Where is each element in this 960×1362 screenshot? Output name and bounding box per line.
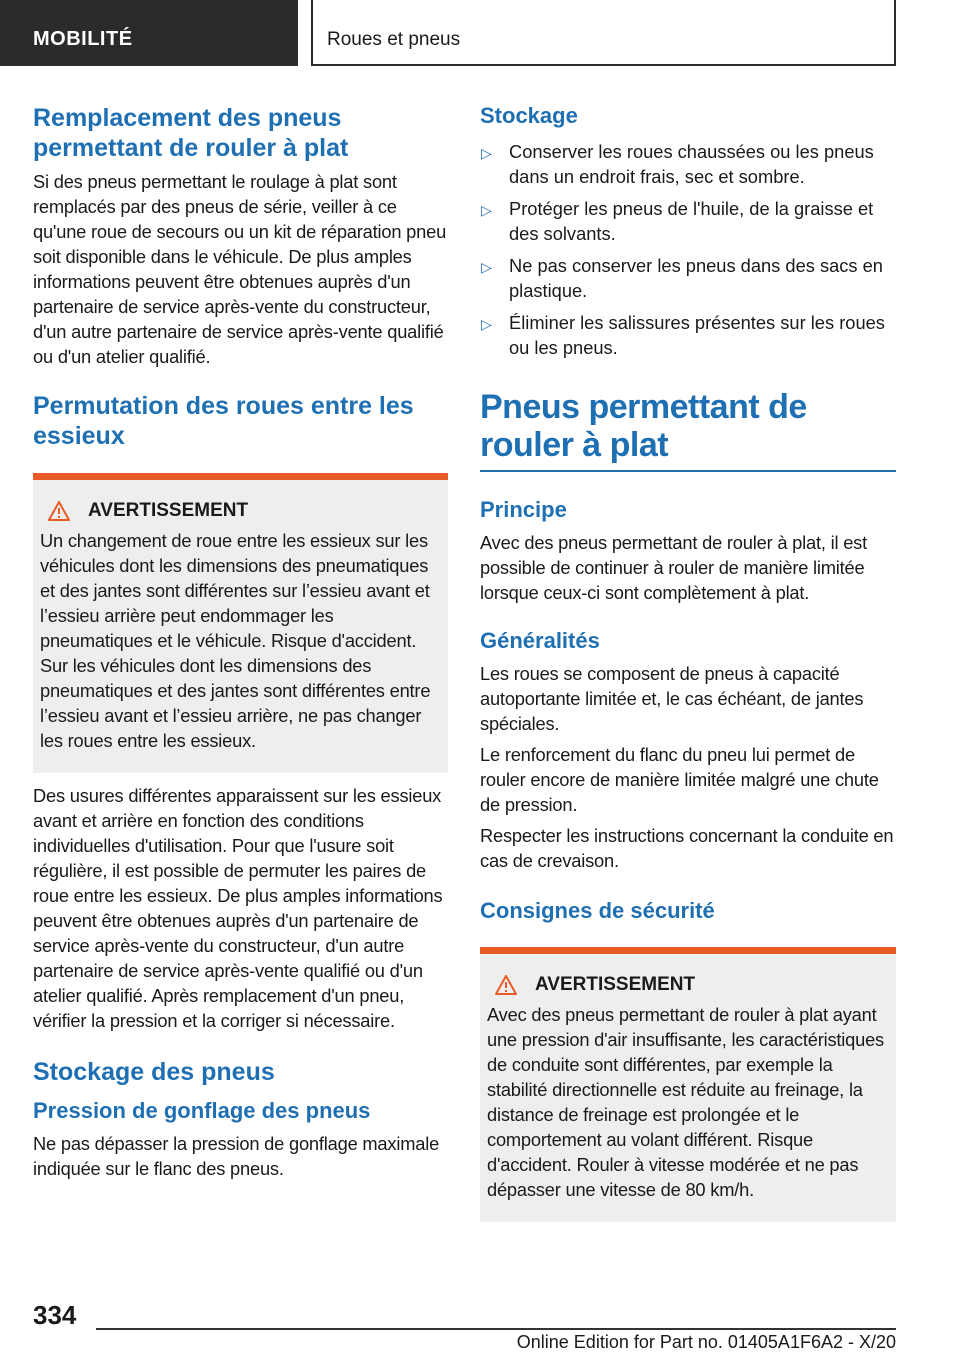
paragraph-generalites-2: Le renforcement du flanc du pneu lui permet de rouler encore de manière limitée malgré une chute de pression.	[480, 743, 879, 815]
header-chapter-tab	[311, 0, 896, 66]
heading-pression-gonflage: Pression de gonflage des pneus	[33, 1098, 371, 1123]
paragraph-pression: Ne pas dépasser la pression de gonflage maximale indiquée sur le flanc des pneus.	[33, 1133, 440, 1179]
bullet-triangle-icon: ▷	[481, 145, 492, 161]
warning-text: Un changement de roue entre les essieux sur les véhicules dont les dimensions des pneumatiques et des jantes sont différentes sur l’essieu avant et l’essieu arrière peut endommager les pneumatiques et le véhicule. Risque d'accident. Sur les véhicules dont les dimensions des pneumatiques et des jantes sont différentes entre l’essieu avant et l’essieu arrière, ne pas changer les roues entre les essieux.	[40, 530, 431, 751]
header-section-tab	[0, 0, 298, 66]
bullet-triangle-icon: ▷	[481, 259, 492, 275]
warning-title: AVERTISSEMENT	[535, 973, 696, 995]
footer-divider	[96, 1328, 896, 1330]
paragraph-principe: Avec des pneus permettant de rouler à plat, il est possible de continuer à rouler de manière limitée lorsque ceux-ci sont complètement à plat.	[480, 531, 868, 603]
list-item	[480, 139, 896, 189]
heading-stockage: Stockage	[480, 103, 578, 128]
warning-box-securite	[480, 947, 896, 1222]
warning-title: AVERTISSEMENT	[88, 500, 249, 521]
list-item-text: Éliminer les salissures présentes sur les roues ou les pneus.	[509, 312, 885, 358]
list-item-text: Conserver les roues chaussées ou les pneus dans un endroit frais, sec et sombre.	[509, 141, 874, 187]
heading-pneus-rouler-a-plat: Pneus permettant de rouler à plat	[480, 388, 807, 464]
paragraph-usure: Des usures différentes apparaissent sur les essieux avant et arrière en fonction des conditions individuelles d'utilisation. Pour que l'usure soit régulière, il est possible de permuter les paires de roue entre les essieux. De plus amples informations peuvent être obtenues auprès d'un partenaire de service après-vente du constructeur, d'un autre partenaire de service après-vente qualifié ou d'un atelier qualifié. Après remplacement d'un pneu, vérifier la pression et la corriger si nécessaire.	[33, 785, 443, 1031]
footer-edition: Online Edition for Part no. 01405A1F6A2 - X/20	[516, 1332, 896, 1352]
heading-remplacement: Remplacement des pneus permettant de rouler à plat	[33, 104, 349, 162]
list-item	[480, 253, 896, 303]
heading-permutation: Permutation des roues entre les essieux	[33, 392, 414, 450]
header-section-label: MOBILITÉ	[33, 28, 133, 50]
heading-stockage-pneus: Stockage des pneus	[33, 1058, 275, 1086]
list-item-text: Protéger les pneus de l'huile, de la graisse et des solvants.	[509, 198, 874, 244]
right-column	[480, 100, 896, 1222]
page-number: 334	[33, 1300, 77, 1330]
warning-triangle-icon	[495, 975, 517, 995]
bullet-triangle-icon: ▷	[481, 202, 492, 218]
paragraph-generalites-1: Les roues se composent de pneus à capacité autoportante limitée et, le cas échéant, de jantes spéciales.	[480, 662, 864, 734]
heading-underline	[480, 470, 896, 472]
paragraph-remplacement: Si des pneus permettant le roulage à plat sont remplacés par des pneus de série, veiller à ce qu'une roue de secours ou un kit de réparation pneu soit disponible dans le véhicule. De plus amples informations peuvent être obtenues auprès d'un partenaire de service après-vente du constructeur, d'un autre partenaire de service après-vente qualifié ou d'un atelier qualifié.	[33, 171, 447, 367]
warning-text: Avec des pneus permettant de rouler à plat ayant une pression d'air insuffisante, les caractéristiques de conduite sont différentes, par exemple la stabilité directionnelle est réduite au freinage, la distance de freinage est prolongée et le comportement au volant différent. Risque d'accident. Rouler à vitesse modérée et ne pas dépasser une vitesse de 80 km/h.	[487, 1003, 884, 1200]
warning-title-row	[487, 974, 889, 996]
warning-triangle-icon	[48, 501, 70, 521]
list-item	[480, 196, 896, 246]
left-column	[33, 100, 448, 1181]
heading-generalites: Généralités	[480, 627, 600, 653]
paragraph-generalites-3: Respecter les instructions concernant la conduite en cas de crevaison.	[480, 824, 894, 871]
list-item-text: Ne pas conserver les pneus dans des sacs en plastique.	[509, 255, 883, 301]
bullet-triangle-icon: ▷	[481, 316, 492, 332]
header-chapter-label: Roues et pneus	[327, 29, 461, 50]
warning-box-permutation	[33, 473, 448, 773]
heading-principe: Principe	[480, 496, 567, 522]
list-item	[480, 310, 896, 360]
stockage-list	[480, 139, 896, 360]
warning-title-row	[40, 500, 441, 522]
heading-consignes-securite: Consignes de sécurité	[480, 897, 715, 923]
